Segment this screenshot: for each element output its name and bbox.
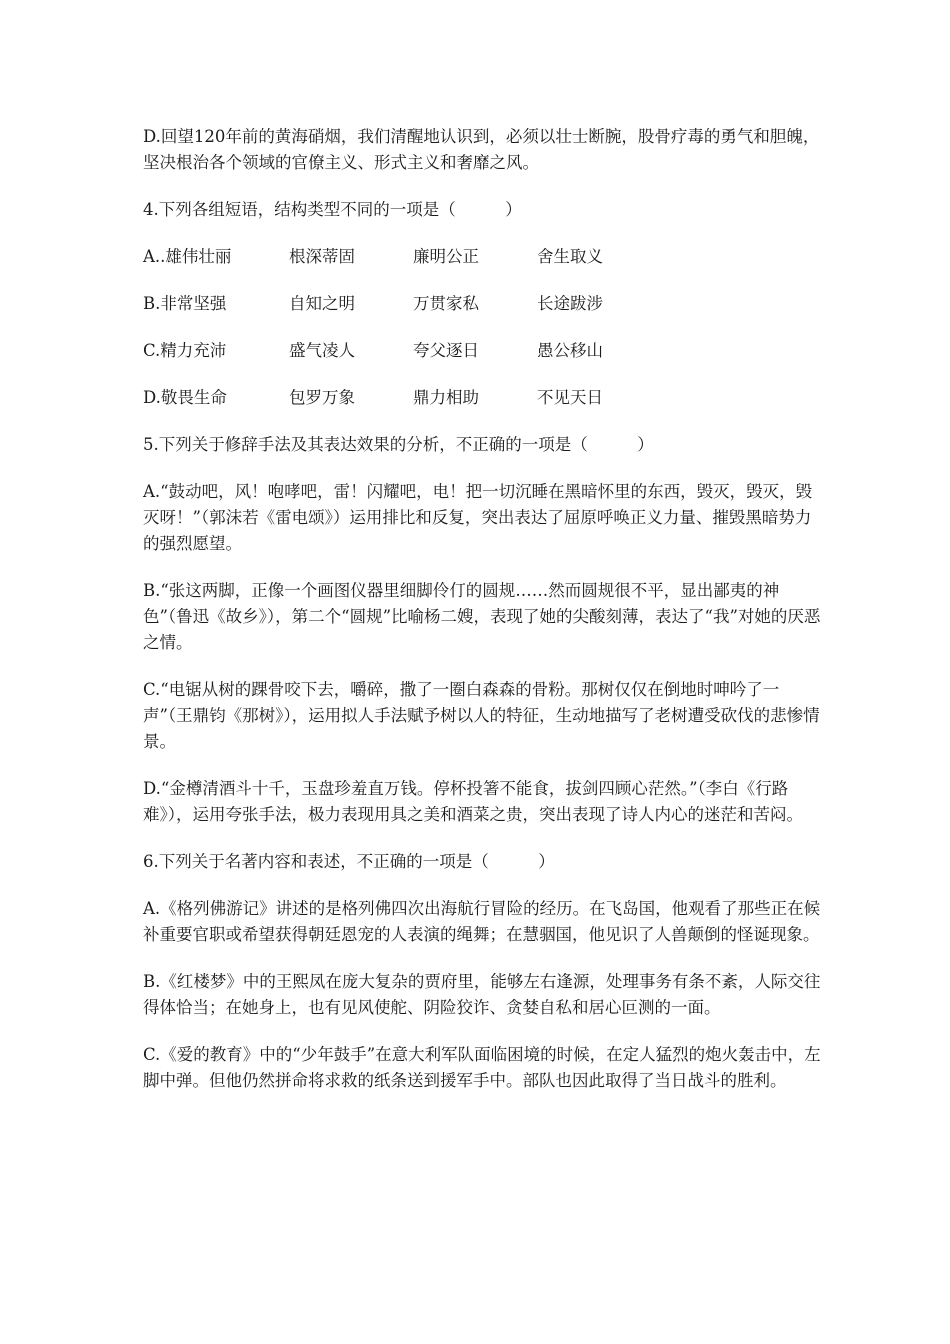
q6-stem: 6.下列关于名著内容和表述，不正确的一项是（ ） <box>143 852 555 871</box>
q4-option-b-phrase-4: 长途跋涉 <box>537 294 603 313</box>
q4-option-c <box>143 338 823 364</box>
q4-option-a-phrase-2: 根深蒂固 <box>289 247 355 266</box>
q4-option-a <box>143 244 823 270</box>
q4-option-b <box>143 291 823 317</box>
q4-option-c-phrase-1: C.精力充沛 <box>143 341 227 360</box>
document-page <box>143 124 823 1115</box>
q4-option-d-phrase-2: 包罗万象 <box>289 388 355 407</box>
q4-option-d-phrase-1: D.敬畏生命 <box>143 388 227 407</box>
q4-option-a-phrase-1: A..雄伟壮丽 <box>143 247 232 266</box>
q4-option-b-phrase-3: 万贯家私 <box>413 294 479 313</box>
q4-stem: 4.下列各组短语，结构类型不同的一项是（ ） <box>143 200 522 219</box>
q5-option-b: B.“张这两脚，正像一个画图仪器里细脚伶仃的圆规……然而圆规很不平，显出鄙夷的神色”（鲁迅《故乡》），第二个“圆规”比喻杨二嫂，表现了她的尖酸刻薄，表达了“我”对她的厌恶之情。 <box>143 581 821 652</box>
q5-option-d: D.“金樽清酒斗十千，玉盘珍羞直万钱。停杯投箸不能食，拔剑四顾心茫然。”（李白《行路难》），运用夸张手法，极力表现用具之美和酒菜之贵，突出表现了诗人内心的迷茫和苦闷。 <box>143 779 803 824</box>
q4-option-d-phrase-4: 不见天日 <box>537 388 603 407</box>
q6-option-c: C.《爱的教育》中的“少年鼓手”在意大利军队面临困境的时候，在定人猛烈的炮火轰击中，左脚中弹。但他仍然拼命将求救的纸条送到援军手中。部队也因此取得了当日战斗的胜利。 <box>143 1045 821 1090</box>
q4-option-c-phrase-2: 盛气凌人 <box>289 341 355 360</box>
q5-stem: 5.下列关于修辞手法及其表达效果的分析，不正确的一项是（ ） <box>143 435 654 454</box>
q4-option-d <box>143 385 823 411</box>
q6-option-b: B.《红楼梦》中的王熙凤在庞大复杂的贾府里，能够左右逢源，处理事务有条不紊，人际交往得体恰当；在她身上，也有见风使舵、阴险狡诈、贪婪自私和居心叵测的一面。 <box>143 972 821 1017</box>
q4-option-b-phrase-2: 自知之明 <box>289 294 355 313</box>
q4-option-d-phrase-3: 鼎力相助 <box>413 388 479 407</box>
q4-option-a-phrase-3: 廉明公正 <box>413 247 479 266</box>
q5-option-a: A.“鼓动吧，风！咆哮吧，雷！闪耀吧，电！把一切沉睡在黑暗怀里的东西，毁灭，毁灭，毁灭呀！”（郭沫若《雷电颂》）运用排比和反复，突出表达了屈原呼唤正义力量、摧毁黑暗势力的强烈愿望。 <box>143 482 813 553</box>
q4-option-c-phrase-4: 愚公移山 <box>537 341 603 360</box>
q5-option-c: C.“电锯从树的踝骨咬下去，嚼碎，撒了一圈白森森的骨粉。那树仅仅在倒地时呻吟了一声”（王鼎钧《那树》），运用拟人手法赋予树以人的特征，生动地描写了老树遭受砍伐的悲惨情景。 <box>143 680 820 751</box>
q3-option-d: D.回望120年前的黄海硝烟，我们清醒地认识到，必须以壮士断腕，股骨疗毒的勇气和胆魄，坚决根治各个领域的官僚主义、形式主义和奢靡之风。 <box>143 127 820 172</box>
q4-option-a-phrase-4: 舍生取义 <box>537 247 603 266</box>
q4-option-b-phrase-1: B.非常坚强 <box>143 294 227 313</box>
q4-option-c-phrase-3: 夸父逐日 <box>413 341 479 360</box>
q6-option-a: A.《格列佛游记》讲述的是格列佛四次出海航行冒险的经历。在飞岛国，他观看了那些正在候补重要官职或希望获得朝廷恩宠的人表演的绳舞；在慧骃国，他见识了人兽颠倒的怪诞现象。 <box>143 899 821 944</box>
